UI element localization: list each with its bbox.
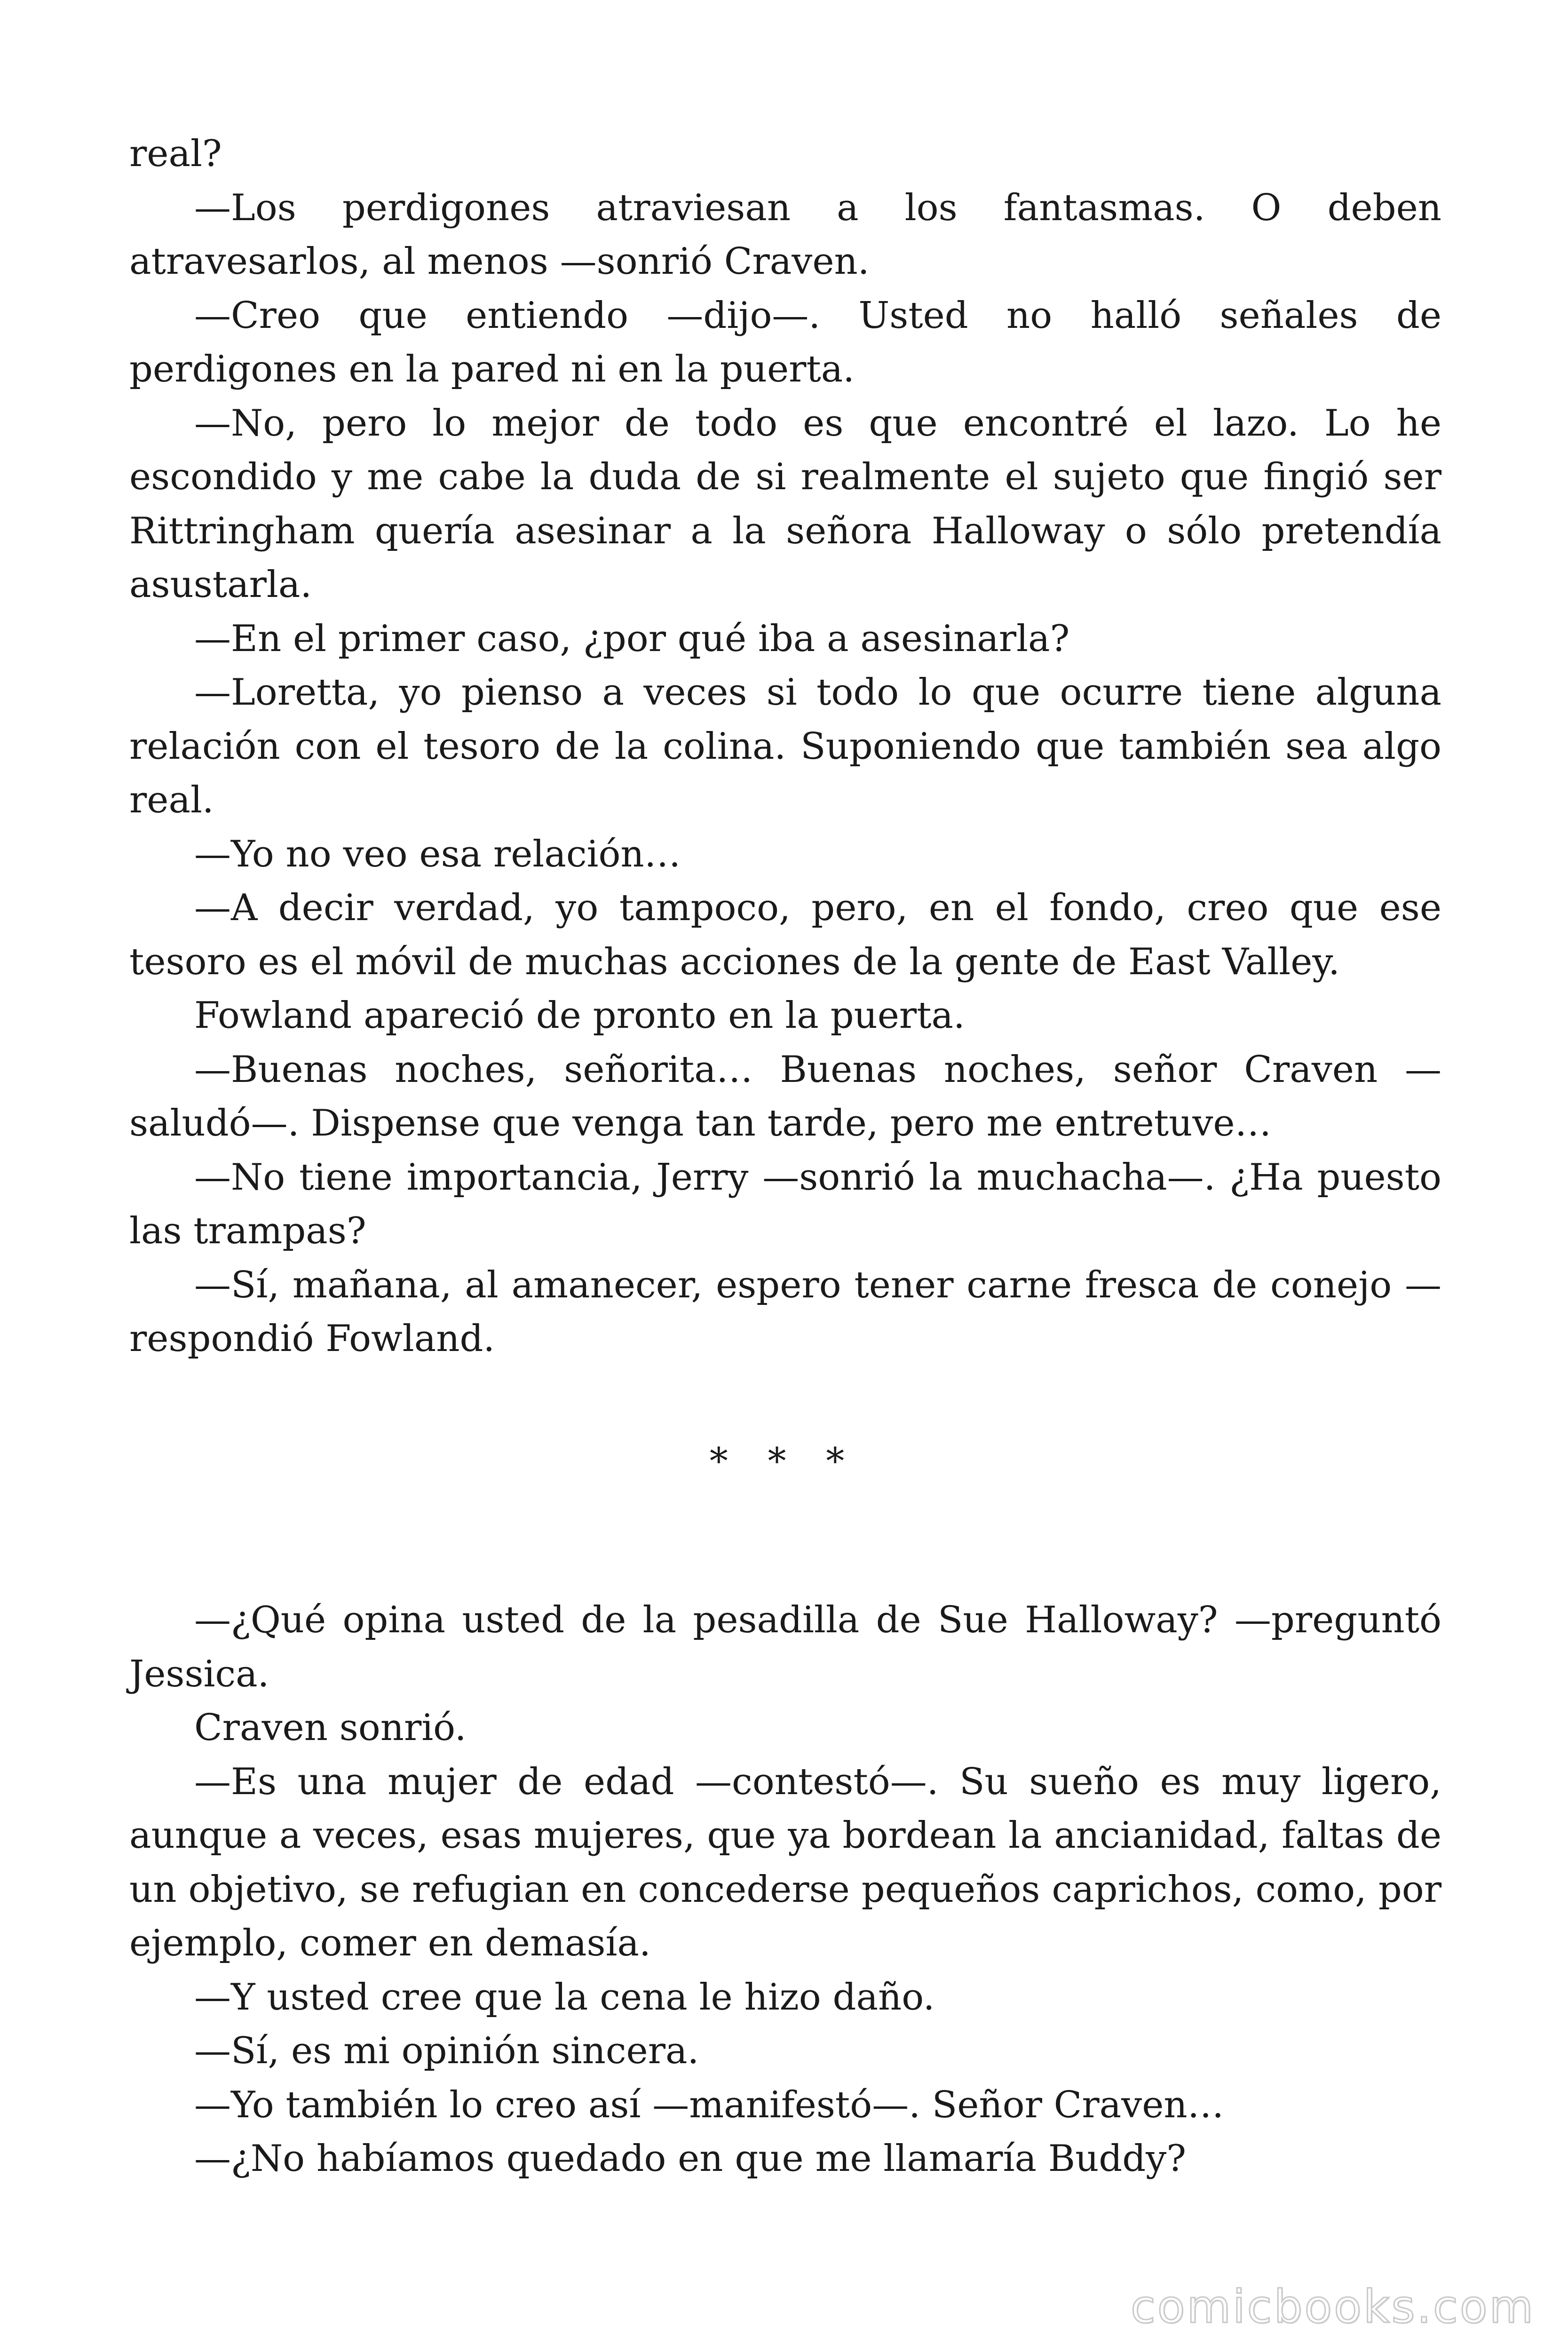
watermark: comicbooks.com bbox=[1130, 2280, 1535, 2333]
paragraph: —En el primer caso, ¿por qué iba a asesinarla? bbox=[194, 617, 1070, 660]
paragraph: —No, pero lo mejor de todo es que encontré el lazo. Lo he escondido y me cabe la duda de si realmente el sujeto que fingió ser Rittringham quería asesinar a la señora Halloway o sólo pretendía asustarla. bbox=[129, 402, 1441, 606]
paragraph: real? bbox=[129, 133, 222, 175]
paragraph: —Sí, es mi opinión sincera. bbox=[194, 2030, 699, 2072]
paragraph: —A decir verdad, yo tampoco, pero, en el fondo, creo que ese tesoro es el móvil de muchas acciones de la gente de East Valley. bbox=[129, 887, 1441, 983]
paragraph: —No tiene importancia, Jerry —sonrió la muchacha—. ¿Ha puesto las trampas? bbox=[129, 1156, 1441, 1252]
paragraph: —Yo también lo creo así —manifestó—. Señor Craven… bbox=[194, 2083, 1224, 2126]
scene-separator: * * * bbox=[709, 1440, 859, 1483]
paragraph: —Los perdigones atraviesan a los fantasmas. O deben atravesarlos, al menos —sonrió Craven. bbox=[129, 186, 1441, 283]
paragraph: —¿Qué opina usted de la pesadilla de Sue Halloway? —preguntó Jessica. bbox=[129, 1599, 1441, 1695]
paragraph: —¿No habíamos quedado en que me llamaría Buddy? bbox=[194, 2137, 1187, 2180]
paragraph: —Loretta, yo pienso a veces si todo lo que ocurre tiene alguna relación con el tesoro de la colina. Suponiendo que también sea algo real. bbox=[129, 671, 1441, 821]
text-section-top bbox=[129, 127, 1441, 1366]
paragraph: —Yo no veo esa relación… bbox=[194, 833, 681, 875]
paragraph: —Es una mujer de edad —contestó—. Su sueño es muy ligero, aunque a veces, esas mujeres, que ya bordean la ancianidad, faltas de un objetivo, se refugian en concederse pequeños caprichos, como, por ejemplo, comer en demasía. bbox=[129, 1760, 1441, 1964]
paragraph: —Creo que entiendo —dijo—. Usted no halló señales de perdigones en la pared ni en la puerta. bbox=[129, 294, 1441, 390]
paragraph: Fowland apareció de pronto en la puerta. bbox=[194, 994, 965, 1037]
paragraph: —Buenas noches, señorita… Buenas noches, señor Craven —saludó—. Dispense que venga tan tarde, pero me entretuve… bbox=[129, 1048, 1441, 1144]
paragraph: —Y usted cree que la cena le hizo daño. bbox=[194, 1976, 935, 2018]
paragraph: Craven sonrió. bbox=[194, 1707, 467, 1749]
paragraph: —Sí, mañana, al amanecer, espero tener carne fresca de conejo —respondió Fowland. bbox=[129, 1263, 1441, 1360]
text-section-bottom bbox=[129, 1593, 1441, 2186]
